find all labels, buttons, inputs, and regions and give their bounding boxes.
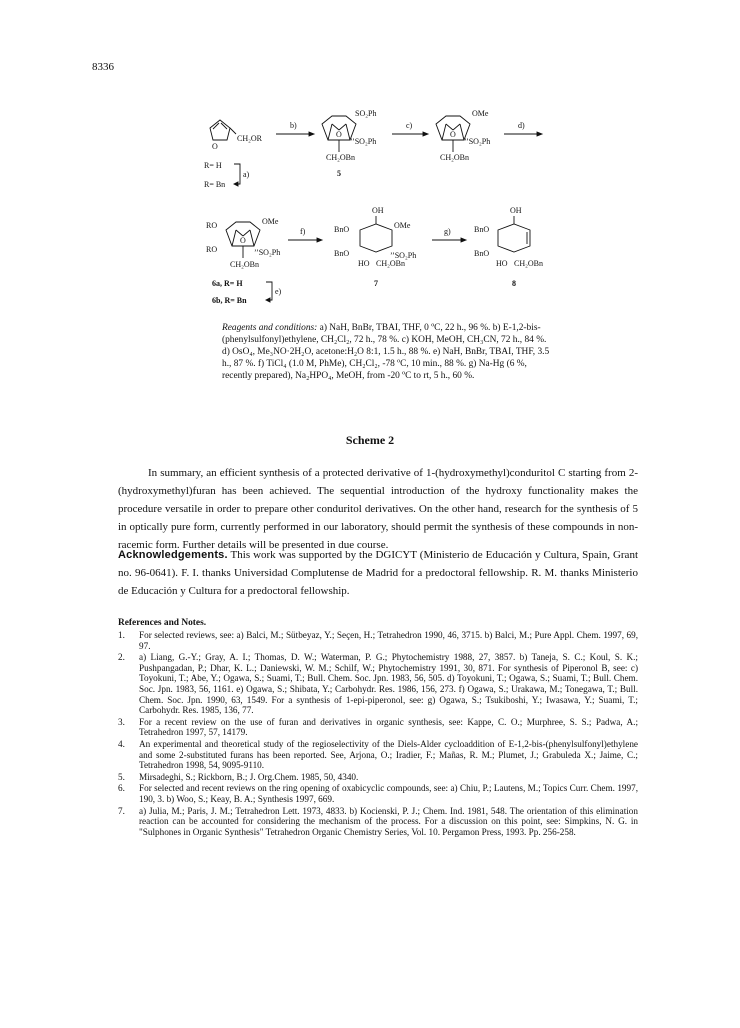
step-a-label: a) xyxy=(243,170,250,179)
compound-7-oh: OH xyxy=(372,206,384,215)
intermediate-ome: OMe xyxy=(472,109,489,118)
step-c-label: c) xyxy=(406,121,413,130)
compound-6-ro-bottom: RO xyxy=(206,245,218,254)
reference-number: 6. xyxy=(118,783,125,794)
reagents-text: a) NaH, BnBr, TBAI, THF, 0 ºC, 22 h., 96 %. b) E-1,2-bis-(phenylsulfonyl)ethylene, CH₂Cl₂, 72 h., 78 %. c) KOH, MeOH, CH₃CN, 72 h., 84 %. d) OsO₄, Me₃NO·2H₂O, acetone:H₂O 8:1, 1.5 h., 88 %. e) NaH, BnBr, TBAI, THF, 3.5 h., 87 %. f) TiCl₄ (1.0 M, PhMe), CH₂Cl₂, -78 ºC, 10 min., 88 %. g) Na-Hg (6 %, recently prepared), Na₂HPO₄, MeOH, from -20 ºC to rt, 5 h., 60 %. xyxy=(222,323,550,381)
scheme-title: Scheme 2 xyxy=(345,433,395,447)
reagents-and-conditions xyxy=(222,322,554,382)
acknowledgements-heading: Acknowledgements. xyxy=(118,549,228,561)
reference-item xyxy=(118,652,638,716)
reference-text: For selected and recent reviews on the ring opening of oxabicyclic compounds, see: a) Chiu, P.; Lautens, M.; Topics Curr. Chem. 1997, 190, 3. b) Woo, S.; Keay, B. A.; Synthesis 1997, 669. xyxy=(139,783,638,804)
reference-item xyxy=(118,739,638,771)
compound-6-ome: OMe xyxy=(262,217,279,226)
compound-5-ch2obn: CH₂OBn xyxy=(326,153,356,162)
compound-5-label: 5 xyxy=(337,169,341,178)
page-number: 8336 xyxy=(92,61,114,73)
reference-item xyxy=(118,630,638,651)
reference-number: 3. xyxy=(118,716,125,727)
compound-6b-label: 6b, R= Bn xyxy=(212,296,247,305)
compound-8-structure xyxy=(474,206,543,288)
compound-7-so2ph: ’’SO₂Ph xyxy=(390,251,417,260)
compound-7-bno-bottom: BnO xyxy=(334,249,350,258)
references-heading: References and Notes. xyxy=(118,618,207,628)
furan-structure xyxy=(210,120,263,151)
compound-6-ro-top: RO xyxy=(206,221,218,230)
summary-paragraph: In summary, an efficient synthesis of a protected derivative of 1-(hydroxymethyl)conduritol C starting from 2-(hydroxymethyl)furan has been achieved. The sequential introduction of the hydroxy functionality makes the procedure versatile in order to prepare other conduritol derivatives. On the other hand, research for the synthesis of 5 in optically pure form, currently performed in our laboratory, should permit the synthesis of these compounds in non-racemic form. Further details will be presented in due course. xyxy=(118,467,638,551)
reference-text: Mirsadeghi, S.; Rickborn, B.; J. Org.Chem. 1985, 50, 4340. xyxy=(139,771,359,782)
furan-substituent: CH₂OR xyxy=(237,134,263,143)
compound-6-structure xyxy=(206,217,280,269)
acknowledgements-text: This work was supported by the DGICYT (Ministerio de Educación y Cultura, Spain, Grant no. 96-0641). F. I. thanks Universidad Complutense de Madrid for a predoctoral fellowship. R. M. thanks Ministerio de Educación y Cultura for a predoctoral fellowship. xyxy=(118,549,638,597)
reference-text: a) Liang, G.-Y.; Gray, A. I.; Thomas, D. W.; Waterman, P. G.; Phytochemistry 1988, 27, 3857. b) Taneja, S. C.; Koul, S. K.; Pushpangadan, P.; Dhar, K. L.; Daniewski, W. M.; Schilf, W.; Phytochemistry 1991, 30, 871. For synthesis of Piperonol B, see: c) Toyokuni, T.; Abe, Y.; Ogawa, S.; Suami, T.; Bull. Chem. Soc. Jpn. 1983, 56, 505. d) Toyokuni, T.; Ogawa, S.; Suami, T.; Bull. Chem. Soc. Jpn. 1983, 56, 1161. e) Ogawa, S.; Shibata, Y.; Carbohydr. Res. 1986, 156, 273. f) Ogawa, S.; Urakawa, M.; Tonegawa, T.; Bull. Chem. Soc. Jpn. 1990, 63, 1549. For a synthesis of 1-epi-piperonol, see: g) Ogawa, S.; Tsukiboshi, Y.; Iwasawa, Y.; Suami, T.; Carbohydr. Res. 1985, 136, 77. xyxy=(139,652,638,716)
intermediate-so2ph: ’’SO₂Ph xyxy=(464,137,491,146)
compound-8-bno-top: BnO xyxy=(474,225,490,234)
compound-5-so2ph-top: SO₂Ph xyxy=(355,109,377,118)
compound-6-bridge-oxygen: O xyxy=(240,236,246,245)
references-list xyxy=(118,630,638,838)
step-d-label: d) xyxy=(518,121,525,130)
compound-7-ho: HO xyxy=(358,259,370,268)
reference-text: For selected reviews, see: a) Balci, M.; Sütbeyaz, Y.; Seçen, H.; Tetrahedron 1990, 46, 3715. b) Balci, M.; Pure Appl. Chem. 1997, 69, 97. xyxy=(139,630,638,651)
compound-7-structure xyxy=(334,206,416,288)
compound-5-so2ph-bottom: ’’SO₂Ph xyxy=(350,137,377,146)
reference-number: 7. xyxy=(118,805,125,816)
compound-7-ome: OMe xyxy=(394,221,411,230)
reference-text: a) Julia, M.; Paris, J. M.; Tetrahedron Lett. 1973, 4833. b) Kocienski, P. J.; Chem. Ind. 1981, 548. The orientation of this elimination reaction can be accounted for considering the mechanism of the process. For a discussion on this point, see: Simpkins, N. G. in "Sulphones in Organic Synthesis" Tetrahedron Organic Chemistry Series, Vol. 10. Pergamon Press, 1993. Pp. 256-258. xyxy=(139,805,638,837)
compound-8-label: 8 xyxy=(512,279,516,288)
step-f-label: f) xyxy=(300,227,306,236)
compound-8-ho: HO xyxy=(496,259,508,268)
reference-text: For a recent review on the use of furan and derivatives in organic synthesis, see: Kappe, C. O.; Murphree, S. S.; Padwa, A.; Tetrahedron 1997, 57, 14179. xyxy=(139,716,638,738)
compound-7-ch2obn: CH₂OBn xyxy=(376,259,406,268)
reference-number: 1. xyxy=(118,630,125,640)
reference-item xyxy=(118,717,638,738)
reference-number: 2. xyxy=(118,652,125,663)
compound-7-label: 7 xyxy=(374,279,378,288)
intermediate-bridge-oxygen: O xyxy=(450,130,456,139)
r-h-label: R= H xyxy=(204,161,222,170)
reference-number: 4. xyxy=(118,738,125,749)
acknowledgements-paragraph xyxy=(118,546,638,600)
compound-6-ch2obn: CH₂OBn xyxy=(230,260,260,269)
reference-item xyxy=(118,772,638,783)
reference-number: 5. xyxy=(118,771,125,782)
ome-intermediate-structure xyxy=(436,109,490,162)
step-g-label: g) xyxy=(444,227,451,236)
step-e-label: e) xyxy=(275,287,282,296)
compound-8-ch2obn: CH₂OBn xyxy=(514,259,544,268)
reference-item xyxy=(118,806,638,838)
compound-7-bno-top: BnO xyxy=(334,225,350,234)
intermediate-ch2obn: CH₂OBn xyxy=(440,153,470,162)
step-b-label: b) xyxy=(290,121,297,130)
scheme-2-reaction-diagram xyxy=(200,100,560,315)
r-bn-label: R= Bn xyxy=(204,180,226,189)
reference-text: An experimental and theoretical study of the regioselectivity of the Diels-Alder cycloaddition of E-1,2-bis-(phenylsulfonyl)ethylene and some 2-substituted furans has been reported. See, Arjona, O.; Iradier, F.; Mañas, R. M.; Plumet, J.; Grabuleda X.; Jaime, C.; Tetrahedron 1998, 54, 9095-9110. xyxy=(139,738,638,771)
compound-8-oh: OH xyxy=(510,206,522,215)
compound-5-bridge-oxygen: O xyxy=(336,130,342,139)
compound-6-so2ph: ’’SO₂Ph xyxy=(254,248,281,257)
furan-oxygen: O xyxy=(212,142,218,151)
reagents-title: Reagents and conditions: xyxy=(222,323,318,333)
compound-6a-label: 6a, R= H xyxy=(212,279,243,288)
reference-item xyxy=(118,783,638,804)
compound-5-structure xyxy=(322,109,376,178)
compound-8-bno-bottom: BnO xyxy=(474,249,490,258)
